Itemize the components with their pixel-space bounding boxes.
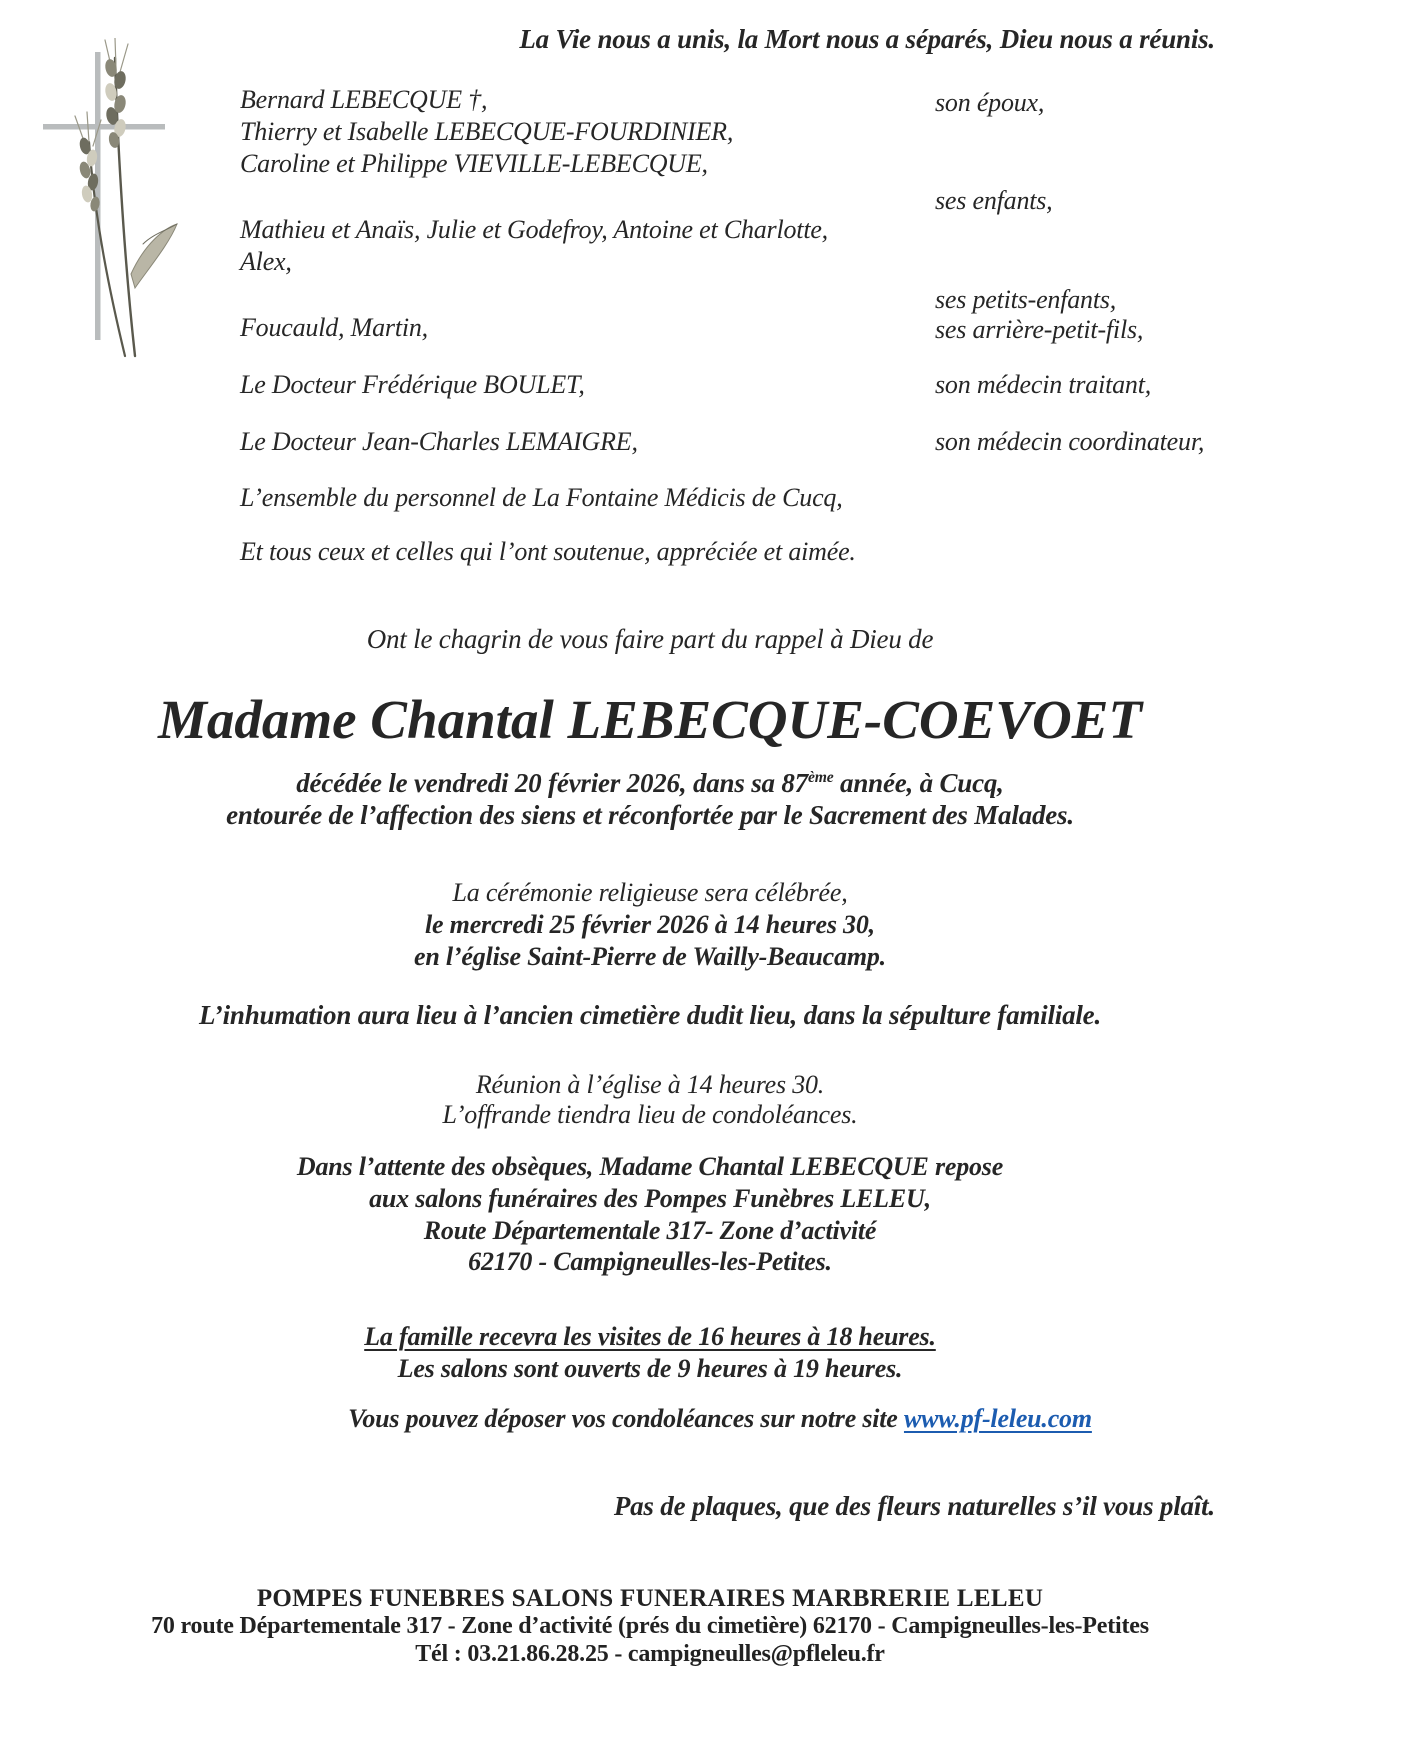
family-name-line: Le Docteur Frédérique BOULET, [240, 370, 585, 399]
condolences-line [100, 1404, 1340, 1434]
deceased-name-title: Madame Chantal LEBECQUE-COEVOET [157, 689, 1143, 750]
family-name-line: Mathieu et Anaïs, Julie et Godefroy, Antoine et Charlotte, [240, 215, 828, 244]
ceremony-church-line: en l’église Saint-Pierre de Wailly-Beaucamp. [414, 942, 886, 971]
repose-line: Dans l’attente des obsèques, Madame Chantal LEBECQUE repose [296, 1152, 1004, 1181]
footer-company-line: POMPES FUNEBRES SALONS FUNERAIRES MARBRERIE LELEU [256, 1585, 1044, 1612]
footer-contact-line: Tél : 03.21.86.28.25 - campigneulles@pfleleu.fr [415, 1641, 885, 1667]
relation-label: son médecin traitant, [935, 370, 1152, 399]
family-name-line: Bernard LEBECQUE †, [240, 85, 488, 114]
flowers-note: Pas de plaques, que des fleurs naturelles s’il vous plaît. [613, 1491, 1215, 1521]
offering-line: L’offrande tiendra lieu de condoléances. [442, 1100, 858, 1129]
visits-hours-line: La famille recevra les visites de 16 heures à 18 heures. [364, 1322, 936, 1351]
burial-line: L’inhumation aura lieu à l’ancien cimetière dudit lieu, dans la sépulture familiale. [198, 1000, 1102, 1030]
wheat-icon [75, 38, 177, 356]
relation-label: son époux, [935, 88, 1045, 117]
death-date-text: décédée le vendredi 20 février 2026, dans sa 87 [296, 768, 808, 798]
condolences-site-link[interactable]: www.pf-leleu.com [903, 1404, 1092, 1433]
relation-label: ses petits-enfants, [935, 285, 1117, 314]
cross-icon [43, 52, 165, 340]
ceremony-line: La cérémonie religieuse sera célébrée, [452, 878, 848, 907]
ordinal-superscript: ème [807, 769, 834, 786]
relation-label: son médecin coordinateur, [935, 427, 1205, 456]
repose-address-line: Route Départementale 317- Zone d’activité [423, 1216, 877, 1245]
gathering-line: Réunion à l’église à 14 heures 30. [475, 1070, 825, 1099]
family-name-line: Foucauld, Martin, [240, 313, 428, 342]
cross-wheat-graphic [35, 38, 195, 358]
ceremony-date-line: le mercredi 25 février 2026 à 14 heures 30, [425, 910, 875, 939]
family-name-line: Alex, [240, 247, 292, 276]
salon-hours-line: Les salons sont ouverts de 9 heures à 19 heures. [397, 1354, 903, 1383]
death-date-line [0, 768, 1300, 799]
family-name-line: Caroline et Philippe VIEVILLE-LEBECQUE, [240, 149, 708, 178]
relation-label: ses enfants, [935, 186, 1053, 215]
announcement-intro: Ont le chagrin de vous faire part du rappel à Dieu de [366, 624, 934, 654]
repose-city-line: 62170 - Campigneulles-les-Petites. [468, 1247, 832, 1276]
relation-label: ses arrière-petit-fils, [935, 315, 1144, 344]
family-name-line: Et tous ceux et celles qui l’ont soutenue, appréciée et aimée. [240, 537, 856, 566]
family-name-line: L’ensemble du personnel de La Fontaine Médicis de Cucq, [240, 483, 843, 512]
death-place-text: année, à Cucq, [833, 768, 1004, 798]
family-name-line: Thierry et Isabelle LEBECQUE-FOURDINIER, [240, 117, 734, 146]
family-name-line: Le Docteur Jean-Charles LEMAIGRE, [240, 427, 638, 456]
repose-salon-line: aux salons funéraires des Pompes Funèbres LELEU, [369, 1184, 931, 1213]
condolences-text: Vous pouvez déposer vos condoléances sur notre site [348, 1404, 904, 1433]
footer-address-line: 70 route Départementale 317 - Zone d’activité (prés du cimetière) 62170 - Campigneulles-les-Petites [151, 1613, 1149, 1639]
epigraph: La Vie nous a unis, la Mort nous a séparés, Dieu nous a réunis. [519, 24, 1215, 54]
death-context-line: entourée de l’affection des siens et réconfortée par le Sacrement des Malades. [226, 800, 1074, 830]
